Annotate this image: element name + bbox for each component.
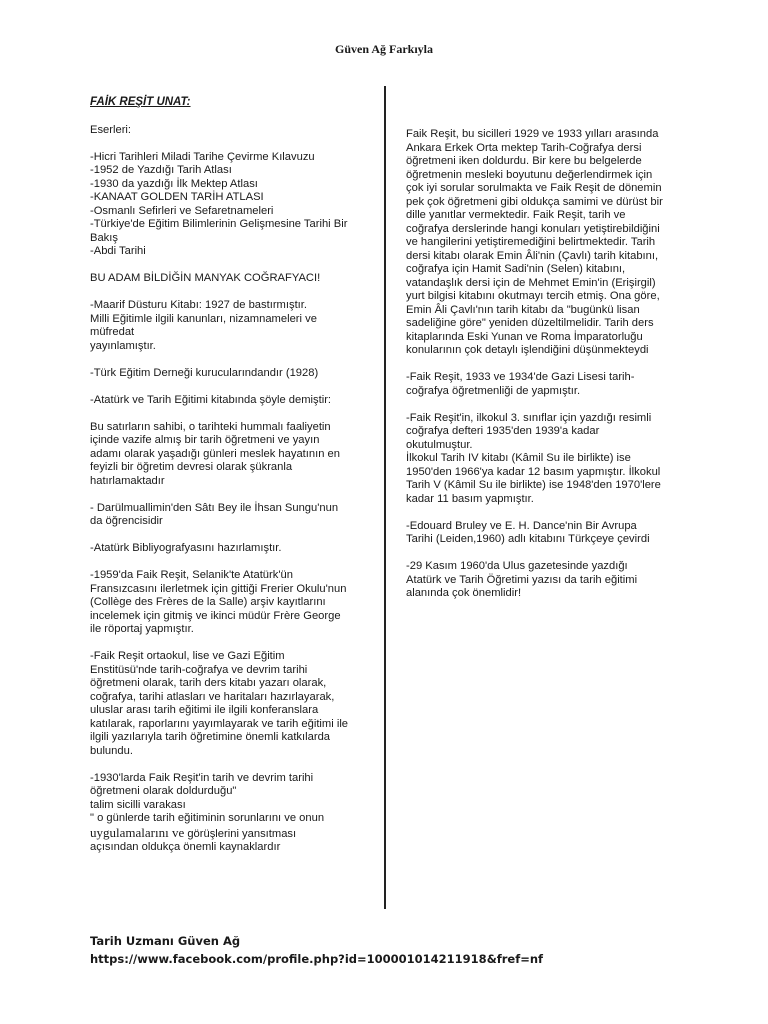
right-paragraph bbox=[406, 371, 674, 398]
left-column bbox=[90, 96, 375, 868]
text-line: dille yanıtlar vermektedir. Faik Reşit, tarih ve bbox=[406, 209, 626, 221]
text-line: bulundu. bbox=[90, 744, 133, 757]
left-paragraphs bbox=[90, 124, 375, 759]
left-paragraph bbox=[90, 367, 375, 381]
text-line: pek çok öğretmeni gibi oldukça samimi ve dürüst bir bbox=[406, 195, 663, 208]
left-paragraph bbox=[90, 272, 375, 286]
page-header: Güven Ağ Farkıyla bbox=[334, 42, 433, 56]
text-line: uluslar arası tarih eğitimi ile ilgili konferanslara bbox=[90, 704, 319, 716]
left-paragraph bbox=[90, 394, 375, 408]
left-last-paragraph bbox=[90, 772, 375, 855]
text-line: sadeliğine göre" yeniden düzeltilmelidir. Tarih ders bbox=[406, 317, 654, 329]
text-line: -Edouard Bruley ve E. H. Dance'nin Bir Avrupa bbox=[406, 519, 637, 532]
text-line: -29 Kasım 1960'da Ulus gazetesinde yazdığı bbox=[406, 560, 628, 572]
facebook-link[interactable]: https://www.facebook.com/profile.php?id=100001014211918&fref=nf bbox=[90, 952, 544, 966]
text-line: öğretmenin mesleki boyutunu değerlendirmek için bbox=[406, 168, 653, 181]
right-paragraph bbox=[406, 560, 674, 601]
text-line: Faik Reşit, bu sicilleri 1929 ve 1933 yılları arasında bbox=[406, 128, 659, 140]
last-paragraph-lines-a bbox=[90, 772, 375, 826]
text-line: Milli Eğitimle ilgili kanunları, nizamnameleri ve bbox=[90, 312, 317, 325]
text-line: müfredat bbox=[90, 326, 135, 338]
text-line: feyizli bir öğretim devresi olarak şükranla bbox=[90, 461, 293, 473]
serif-fragment: uygulamalarını ve bbox=[90, 824, 185, 840]
text-line: -Abdi Tarihi bbox=[90, 245, 146, 257]
left-paragraph bbox=[90, 151, 375, 259]
text-line: -Maarif Düsturu Kitabı: 1927 de bastırmıştır. bbox=[90, 299, 308, 311]
text-line: -Türkiye'de Eğitim Bilimlerinin Gelişmesine Tarihi Bir bbox=[90, 218, 348, 230]
left-paragraph bbox=[90, 502, 375, 529]
text-line: da öğrencisidir bbox=[90, 515, 163, 527]
text-line: Eserleri: bbox=[90, 123, 132, 136]
mixed-font-line bbox=[90, 826, 375, 842]
text-line: -1952 de Yazdığı Tarih Atlası bbox=[90, 164, 232, 176]
text-line: Bakış bbox=[90, 231, 118, 244]
text-line: ile röportaj yapmıştır. bbox=[90, 623, 194, 635]
text-line: ilgili yazılarıyla tarih öğretimine önemli katkılarda bbox=[90, 731, 331, 743]
text-line: Ankara Erkek Orta mektep Tarih-Coğrafya dersi bbox=[406, 141, 642, 154]
text-line: hatırlamaktadır bbox=[90, 474, 165, 487]
text-line: 1950'den 1966'ya kadar 12 basım yapmıştır. İlkokul bbox=[406, 465, 661, 478]
left-paragraph bbox=[90, 569, 375, 637]
text-line: açısından oldukça önemli kaynaklardır bbox=[90, 841, 281, 853]
text-line: içinde vazife almış bir tarih öğretmeni ve yayın bbox=[90, 434, 320, 446]
article-title: FAİK REŞİT UNAT: bbox=[90, 96, 191, 108]
text-line: -Atatürk Bibliyografyasını hazırlamıştır. bbox=[90, 542, 282, 554]
text-line: yurt bilgisi kitabını okutmayı tercih etmiş. Ona göre, bbox=[406, 290, 660, 302]
text-line: öğretmeni olarak, tarih ders kitabı yazarı olarak, bbox=[90, 677, 327, 689]
text-line: -1930 da yazdığı İlk Mektep Atlası bbox=[90, 177, 258, 190]
text-line: Bu satırların sahibi, o tarihteki hummalı faaliyetin bbox=[90, 420, 331, 433]
right-paragraph bbox=[406, 412, 674, 507]
text-line: dersi kitabı olarak Emin Âli'nin (Çavlı) tarih kitabını, bbox=[406, 249, 659, 262]
text-line: adamı olarak yaşadığı günleri meslek hayatının en bbox=[90, 447, 340, 460]
text-line: " o günlerde tarih eğitiminin sorunlarını ve onun bbox=[90, 812, 325, 824]
text-line: kadar 11 basım yapmıştır. bbox=[406, 492, 534, 505]
text-line: Emin Âli Çavlı'nın tarih kitabı da "bugünkü lisan bbox=[406, 303, 640, 316]
left-paragraph bbox=[90, 650, 375, 758]
text-line: kitaplarında Eski Yunan ve Roma İmparatorluğu bbox=[406, 330, 643, 343]
left-paragraph bbox=[90, 124, 375, 138]
text-line: Fransızcasını ilerletmek için gittiği Frerier Okulu'nun bbox=[90, 582, 347, 595]
text-line: Atatürk ve Tarih Öğretimi yazısı da tarih eğitimi bbox=[406, 573, 638, 586]
text-line: Tarihi (Leiden,1960) adlı kitabını Türkçeye çevirdi bbox=[406, 533, 650, 545]
left-paragraph bbox=[90, 542, 375, 556]
right-column bbox=[406, 128, 674, 614]
text-line: yayınlamıştır. bbox=[90, 339, 156, 352]
text-line: talim sicilli varakası bbox=[90, 798, 186, 811]
right-paragraphs bbox=[406, 128, 674, 601]
author-name: Tarih Uzmanı Güven Ağ bbox=[90, 934, 241, 948]
text-line: Enstitüsü'nde tarih-coğrafya ve devrim tarihi bbox=[90, 663, 308, 676]
text-line: -Faik Reşit, 1933 ve 1934'de Gazi Lisesi tarih- bbox=[406, 371, 635, 383]
text-line: vatandaşlık dersi için de Mehmet Emin'in (Erişirgil) bbox=[406, 276, 656, 289]
text-line: coğrafya öğretmenliği de yapmıştır. bbox=[406, 384, 581, 397]
text-line: (Collège des Frères de la Salle) arşiv kayıtlarını bbox=[90, 596, 326, 608]
text-line: çok iyi sorular sorulmakta ve Faik Reşit de dönemin bbox=[406, 182, 662, 194]
text-line: BU ADAM BİLDİĞİN MANYAK COĞRAFYACI! bbox=[90, 272, 321, 284]
text-line: -Osmanlı Sefirleri ve Sefaretnameleri bbox=[90, 204, 274, 217]
text-line: Tarih V (Kâmil Su ile birlikte) ise 1948'den 1970'lere bbox=[406, 479, 661, 491]
text-line: ve hangilerini yetiştiremediğini belirtmektedir. Tarih bbox=[406, 236, 656, 248]
text-line: coğrafya defteri 1935'den 1939'a kadar bbox=[406, 425, 600, 437]
footer bbox=[90, 932, 543, 968]
left-paragraph bbox=[90, 299, 375, 353]
text-line: -Türk Eğitim Derneği kurucularındandır (1928) bbox=[90, 366, 319, 379]
text-line: coğrafya, tarihi atlasları ve haritaları hazırlayarak, bbox=[90, 690, 335, 703]
text-line: öğretmeni iken doldurdu. Bir kere bu belgelerde bbox=[406, 155, 642, 167]
column-divider bbox=[384, 86, 386, 909]
rest-fragment: görüşlerini yansıtması bbox=[184, 827, 297, 840]
text-line: - Darülmuallimin'den Sâtı Bey ile İhsan Sungu'nun bbox=[90, 501, 339, 514]
text-line: -Faik Reşit'in, ilkokul 3. sınıflar için yazdığı resimli bbox=[406, 411, 652, 424]
text-line: alanında çok önemlidir! bbox=[406, 587, 522, 599]
text-line: okutulmuştur. bbox=[406, 438, 473, 451]
text-line: -Hicri Tarihleri Miladi Tarihe Çevirme Kılavuzu bbox=[90, 150, 315, 163]
left-paragraph bbox=[90, 421, 375, 489]
text-line: katılarak, raporlarını yayımlayarak ve tarih eğitimi ile bbox=[90, 717, 349, 730]
text-line: -1930'larda Faik Reşit'in tarih ve devrim tarihi bbox=[90, 771, 314, 784]
text-line: İlkokul Tarih IV kitabı (Kâmil Su ile birlikte) ise bbox=[406, 452, 631, 464]
text-line: konularının çok detaylı işlendiğini düşünmekteydi bbox=[406, 344, 649, 356]
right-paragraph bbox=[406, 128, 674, 358]
text-line: -KANAAT GOLDEN TARİH ATLASI bbox=[90, 191, 264, 203]
text-line: coğrafya derslerinde hangi konuları yetiştirebildiğini bbox=[406, 222, 660, 235]
text-line: incelemek için gitmiş ve ikinci müdür Frère George bbox=[90, 609, 341, 622]
text-line: -Faik Reşit ortaokul, lise ve Gazi Eğitim bbox=[90, 650, 285, 662]
text-line: -1959'da Faik Reşit, Selanik'te Atatürk'ün bbox=[90, 569, 293, 581]
last-paragraph-lines-b bbox=[90, 841, 375, 855]
right-paragraph bbox=[406, 520, 674, 547]
text-line: öğretmeni olarak doldurduğu" bbox=[90, 785, 237, 797]
text-line: -Atatürk ve Tarih Eğitimi kitabında şöyle demiştir: bbox=[90, 393, 332, 406]
text-line: coğrafya için Hamit Sadi'nin (Selen) kitabını, bbox=[406, 263, 626, 275]
